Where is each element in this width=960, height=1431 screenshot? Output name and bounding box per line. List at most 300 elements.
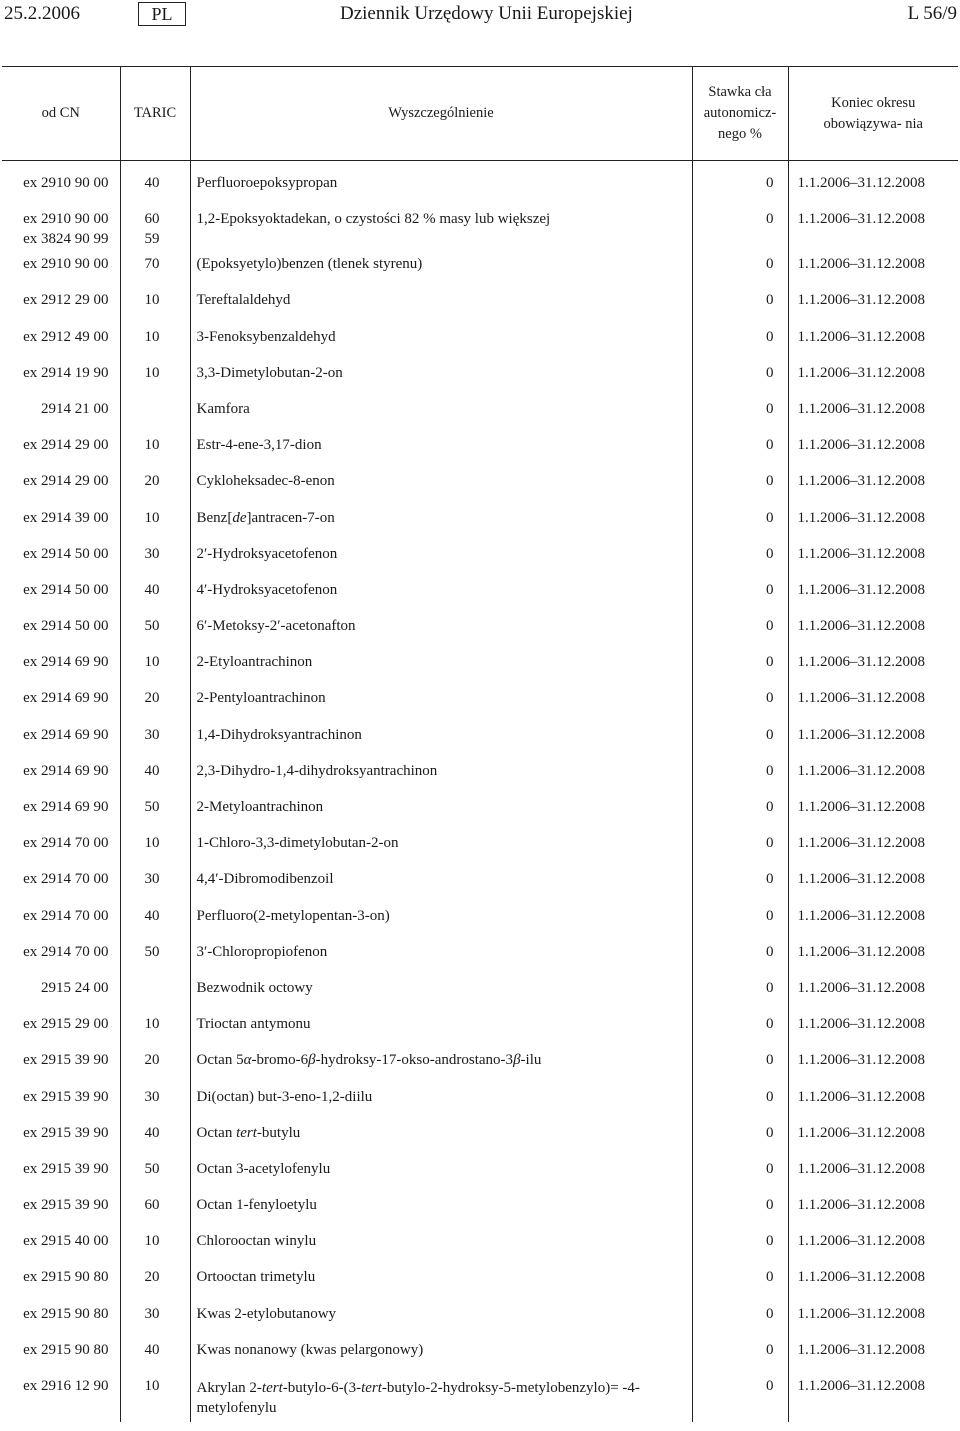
taric-code: 20: [144, 1269, 160, 1286]
description-text: 2,3-Dihydro-1,4-dihydroksyantrachinon: [196, 762, 438, 779]
duty-rate: 0: [766, 979, 774, 996]
taric-cell: [120, 1050, 190, 1086]
description-text: 1-Chloro-3,3-dimetylobutan-2-on: [196, 835, 399, 852]
table-row: [2, 652, 958, 688]
description-cell: [190, 797, 692, 833]
cn-code-cell: [2, 580, 120, 616]
validity-period: 1.1.2006–31.12.2008: [797, 871, 925, 888]
description-text: Estr-4-ene-3,17-dion: [196, 437, 322, 454]
validity-period-cell: [788, 1340, 958, 1376]
duty-rate-cell: [692, 688, 788, 724]
cn-code: ex 2915 39 90: [23, 1052, 109, 1069]
description-cell: [190, 688, 692, 724]
duty-rate-cell: [692, 1267, 788, 1303]
duty-rate: 0: [766, 545, 774, 562]
taric-cell: [120, 399, 190, 435]
duty-rate: 0: [766, 762, 774, 779]
cn-code: ex 2914 50 00: [23, 545, 109, 562]
table-row: [2, 173, 958, 209]
taric-cell: [120, 580, 190, 616]
description-cell: [190, 906, 692, 942]
taric-cell: [120, 906, 190, 942]
cn-code: ex 2915 90 80: [23, 1269, 109, 1286]
description-text: Ortooctan trimetylu: [196, 1269, 316, 1286]
cn-code-cell: [2, 1376, 120, 1422]
description-cell: [190, 1159, 692, 1195]
table-row: [2, 978, 958, 1014]
table-row: [2, 435, 958, 471]
table-row: [2, 290, 958, 326]
taric-code: 40: [144, 907, 160, 924]
table-row: [2, 399, 958, 435]
duty-rate-cell: [692, 652, 788, 688]
duty-rate-cell: [692, 363, 788, 399]
duty-rate-cell: [692, 616, 788, 652]
description-text: Kwas 2-etylobutanowy: [196, 1305, 337, 1322]
validity-period-cell: [788, 869, 958, 905]
cn-code-cell: [2, 1087, 120, 1123]
description-cell: [190, 1050, 692, 1086]
cn-code: ex 2914 50 00: [23, 581, 109, 598]
description-text: Cykloheksadec-8-enon: [196, 473, 335, 490]
validity-period-cell: [788, 616, 958, 652]
validity-period-cell: [788, 1087, 958, 1123]
cn-code: ex 2915 90 80: [23, 1305, 109, 1322]
taric-cell: [120, 869, 190, 905]
validity-period-cell: [788, 508, 958, 544]
table-row: [2, 1376, 958, 1422]
duty-rate: 0: [766, 1305, 774, 1322]
table-row: [2, 1195, 958, 1231]
validity-period-cell: [788, 978, 958, 1014]
table-header-row: [2, 67, 958, 161]
cn-code-cell: [2, 1231, 120, 1267]
tariff-table: [2, 66, 958, 1422]
description-cell: [190, 1340, 692, 1376]
description-cell: [190, 254, 692, 290]
validity-period-cell: [788, 1123, 958, 1159]
cn-code-cell: [2, 508, 120, 544]
description-text: 4′-Hydroksyacetofenon: [196, 581, 338, 598]
cn-code: ex 2910 90 00: [23, 256, 109, 273]
validity-period: 1.1.2006–31.12.2008: [797, 328, 925, 345]
validity-period-cell: [788, 254, 958, 290]
description-text: Akrylan 2-tert-butylo-6-(3-tert-butylo-2-hydroksy-5-metylobenzylo)= -4-metylofenylu: [196, 1380, 640, 1416]
taric-cell: [120, 363, 190, 399]
spacer-cell: [2, 161, 120, 174]
cn-code-cell: [2, 254, 120, 290]
duty-rate: 0: [766, 175, 774, 191]
cn-code: ex 2915 39 90: [23, 1160, 109, 1177]
description-text: 2-Pentyloantrachinon: [196, 690, 326, 707]
cn-code: ex 2914 19 90: [23, 364, 109, 381]
cn-code-cell: [2, 1050, 120, 1086]
validity-period-cell: [788, 471, 958, 507]
taric-cell: [120, 508, 190, 544]
taric-cell: [120, 173, 190, 209]
duty-rate: 0: [766, 654, 774, 671]
description-cell: [190, 1087, 692, 1123]
validity-period-cell: [788, 1231, 958, 1267]
duty-rate-cell: [692, 1050, 788, 1086]
validity-period: 1.1.2006–31.12.2008: [797, 690, 925, 707]
duty-rate: 0: [766, 871, 774, 888]
description-cell: [190, 508, 692, 544]
description-text: Octan 1-fenyloetylu: [196, 1197, 317, 1214]
table-row: [2, 544, 958, 580]
cn-code: 2915 24 00: [41, 979, 109, 996]
cn-code: ex 2914 29 00: [23, 473, 109, 490]
description-cell: [190, 544, 692, 580]
cn-code: ex 2914 69 90: [23, 690, 109, 707]
description-text: Octan 3-acetylofenylu: [196, 1160, 331, 1177]
table-row: [2, 869, 958, 905]
taric-code: 50: [144, 1160, 160, 1177]
cn-code-cell: [2, 363, 120, 399]
taric-code: 30: [144, 1305, 160, 1322]
validity-period-cell: [788, 173, 958, 209]
cn-code: ex 2915 39 90: [23, 1197, 109, 1214]
duty-rate: 0: [766, 1197, 774, 1214]
table-row: [2, 327, 958, 363]
validity-period: 1.1.2006–31.12.2008: [797, 292, 925, 309]
cn-code-cell: [2, 833, 120, 869]
cn-code-cell: [2, 725, 120, 761]
validity-period-cell: [788, 797, 958, 833]
table-row: [2, 508, 958, 544]
cn-code: ex 2915 39 90: [23, 1124, 109, 1141]
description-text: (Epoksyetylo)benzen (tlenek styrenu): [196, 256, 423, 273]
table-row: [2, 471, 958, 507]
taric-code: 60: [144, 211, 160, 228]
duty-rate: 0: [766, 400, 774, 417]
validity-period-cell: [788, 209, 958, 254]
description-text: 6′-Metoksy-2′-acetonafton: [196, 618, 356, 635]
validity-period: 1.1.2006–31.12.2008: [797, 175, 925, 191]
description-text: 1,2-Epoksyoktadekan, o czystości 82 % masy lub większej: [196, 211, 551, 228]
taric-code: 10: [144, 1016, 160, 1033]
table-row: [2, 1304, 958, 1340]
description-text: 3,3-Dimetylobutan-2-on: [196, 364, 343, 381]
validity-period-cell: [788, 544, 958, 580]
cn-code-cell: [2, 435, 120, 471]
col-header-cn: od CN: [2, 67, 120, 161]
validity-period: 1.1.2006–31.12.2008: [797, 907, 925, 924]
taric-cell: [120, 435, 190, 471]
duty-rate-cell: [692, 833, 788, 869]
duty-rate: 0: [766, 1160, 774, 1177]
table-spacer-row: [2, 161, 958, 174]
cn-code: ex 2914 39 00: [23, 509, 109, 526]
description-cell: [190, 471, 692, 507]
table-body: [2, 161, 958, 1423]
cn-code-cell: [2, 399, 120, 435]
duty-rate-cell: [692, 761, 788, 797]
duty-rate-cell: [692, 254, 788, 290]
cn-code: ex 2914 69 90: [23, 654, 109, 671]
cn-code-cell: [2, 942, 120, 978]
taric-code: 40: [144, 581, 160, 598]
taric-code: 30: [144, 726, 160, 743]
cn-code: ex 2914 69 90: [23, 799, 109, 815]
description-cell: [190, 978, 692, 1014]
description-text: Trioctan antymonu: [196, 1016, 311, 1033]
validity-period: 1.1.2006–31.12.2008: [797, 618, 925, 635]
taric-cell: [120, 1340, 190, 1376]
duty-rate: 0: [766, 364, 774, 381]
taric-cell: [120, 1267, 190, 1303]
taric-code: 10: [144, 364, 160, 381]
description-text: Perfluoroepoksypropan: [196, 175, 338, 191]
description-cell: [190, 399, 692, 435]
duty-rate-cell: [692, 471, 788, 507]
validity-period: 1.1.2006–31.12.2008: [797, 437, 925, 454]
taric-cell: [120, 1159, 190, 1195]
cn-code-cell: [2, 327, 120, 363]
cn-code: ex 2915 90 80: [23, 1341, 109, 1358]
table-row: [2, 363, 958, 399]
cn-code: 2914 21 00: [41, 400, 109, 417]
taric-code: 10: [144, 654, 160, 671]
cn-code-cell: [2, 906, 120, 942]
taric-code: 20: [144, 1052, 160, 1069]
table-row: [2, 1159, 958, 1195]
description-cell: [190, 580, 692, 616]
table-row: [2, 209, 958, 254]
description-cell: [190, 1195, 692, 1231]
cn-code: ex 2912 49 00: [23, 328, 109, 345]
spacer-cell: [788, 161, 958, 174]
cn-code-cell: [2, 978, 120, 1014]
validity-period-cell: [788, 399, 958, 435]
duty-rate: 0: [766, 1052, 774, 1069]
cn-code: ex 2912 29 00: [23, 292, 109, 309]
description-cell: [190, 725, 692, 761]
duty-rate-cell: [692, 1014, 788, 1050]
description-text: 4,4′-Dibromodibenzoil: [196, 871, 334, 888]
taric-cell: [120, 1195, 190, 1231]
col-header-description: Wyszczególnienie: [190, 67, 692, 161]
table-row: [2, 1267, 958, 1303]
description-text: Benz[de]antracen-7-on: [196, 509, 335, 526]
validity-period: 1.1.2006–31.12.2008: [797, 473, 925, 490]
duty-rate-cell: [692, 1231, 788, 1267]
duty-rate: 0: [766, 618, 774, 635]
cn-code-cell: [2, 616, 120, 652]
table-row: [2, 1014, 958, 1050]
duty-rate: 0: [766, 835, 774, 852]
validity-period-cell: [788, 761, 958, 797]
taric-code: 40: [144, 1124, 160, 1141]
duty-rate: 0: [766, 437, 774, 454]
description-cell: [190, 1376, 692, 1422]
cn-code: ex 2915 40 00: [23, 1233, 109, 1250]
description-text: Kamfora: [196, 400, 250, 417]
validity-period-cell: [788, 1195, 958, 1231]
validity-period: 1.1.2006–31.12.2008: [797, 1341, 925, 1358]
description-cell: [190, 652, 692, 688]
cn-code-cell: [2, 869, 120, 905]
validity-period: 1.1.2006–31.12.2008: [797, 581, 925, 598]
cn-code-cell: [2, 290, 120, 326]
validity-period: 1.1.2006–31.12.2008: [797, 762, 925, 779]
taric-cell: [120, 209, 190, 254]
cn-code: ex 2914 69 90: [23, 762, 109, 779]
validity-period: 1.1.2006–31.12.2008: [797, 1052, 925, 1069]
description-text: Chlorooctan winylu: [196, 1233, 317, 1250]
duty-rate-cell: [692, 399, 788, 435]
validity-period: 1.1.2006–31.12.2008: [797, 256, 925, 273]
validity-period: 1.1.2006–31.12.2008: [797, 400, 925, 417]
duty-rate-cell: [692, 1123, 788, 1159]
validity-period: 1.1.2006–31.12.2008: [797, 545, 925, 562]
duty-rate: 0: [766, 1124, 774, 1141]
description-cell: [190, 1014, 692, 1050]
duty-rate-cell: [692, 725, 788, 761]
description-text: Kwas nonanowy (kwas pelargonowy): [196, 1341, 424, 1358]
validity-period: 1.1.2006–31.12.2008: [797, 364, 925, 381]
duty-rate: 0: [766, 690, 774, 707]
taric-code: 20: [144, 690, 160, 707]
taric-cell: [120, 978, 190, 1014]
table-row: [2, 942, 958, 978]
duty-rate-cell: [692, 544, 788, 580]
validity-period-cell: [788, 906, 958, 942]
taric-code: 10: [144, 1233, 160, 1250]
taric-code: 30: [144, 871, 160, 888]
table-row: [2, 1087, 958, 1123]
table-row: [2, 616, 958, 652]
validity-period: 1.1.2006–31.12.2008: [797, 1305, 925, 1322]
table-row: [2, 725, 958, 761]
validity-period-cell: [788, 363, 958, 399]
col-header-validity-end: Koniec okresu obowiązywa- nia: [788, 67, 958, 161]
description-text: Tereftalaldehyd: [196, 292, 291, 309]
duty-rate-cell: [692, 1376, 788, 1422]
description-text: Octan tert-butylu: [196, 1124, 301, 1141]
validity-period-cell: [788, 688, 958, 724]
description-text: 2-Metyloantrachinon: [196, 799, 324, 815]
cn-code-cell: [2, 544, 120, 580]
duty-rate: 0: [766, 256, 774, 273]
validity-period-cell: [788, 1159, 958, 1195]
duty-rate: 0: [766, 292, 774, 309]
duty-rate-cell: [692, 1304, 788, 1340]
description-cell: [190, 173, 692, 209]
taric-code: 10: [144, 509, 160, 526]
description-text: 2-Etyloantrachinon: [196, 654, 313, 671]
validity-period-cell: [788, 942, 958, 978]
validity-period: 1.1.2006–31.12.2008: [797, 211, 925, 228]
cn-code-cell: [2, 1195, 120, 1231]
description-text: Di(octan) but-3-eno-1,2-diilu: [196, 1088, 373, 1105]
cn-code-cell: [2, 1123, 120, 1159]
cn-code-cell: [2, 1304, 120, 1340]
validity-period-cell: [788, 327, 958, 363]
spacer-cell: [190, 161, 692, 174]
duty-rate: 0: [766, 1088, 774, 1105]
journal-title: Dziennik Urzędowy Unii Europejskiej: [340, 3, 633, 24]
duty-rate: 0: [766, 581, 774, 598]
validity-period: 1.1.2006–31.12.2008: [797, 1016, 925, 1033]
cn-code: ex 2910 90 00: [23, 211, 109, 228]
table-row: [2, 797, 958, 833]
cn-code: ex 2914 69 90: [23, 726, 109, 743]
taric-code: 40: [144, 175, 160, 191]
description-cell: [190, 327, 692, 363]
taric-cell: [120, 1231, 190, 1267]
taric-cell: [120, 725, 190, 761]
validity-period: 1.1.2006–31.12.2008: [797, 943, 925, 960]
cn-code: ex 2914 70 00: [23, 907, 109, 924]
cn-code: ex 3824 90 99: [23, 231, 109, 248]
validity-period-cell: [788, 1050, 958, 1086]
table-row: [2, 1050, 958, 1086]
cn-code-cell: [2, 173, 120, 209]
duty-rate-cell: [692, 869, 788, 905]
taric-code: 10: [144, 1378, 160, 1394]
duty-rate: 0: [766, 473, 774, 490]
taric-cell: [120, 1014, 190, 1050]
table-row: [2, 906, 958, 942]
cn-code-cell: [2, 1159, 120, 1195]
cn-code-cell: [2, 797, 120, 833]
description-cell: [190, 1123, 692, 1159]
spacer-cell: [692, 161, 788, 174]
language-code-box: PL: [138, 2, 186, 26]
taric-cell: [120, 327, 190, 363]
cn-code-cell: [2, 1267, 120, 1303]
table-row: [2, 254, 958, 290]
description-cell: [190, 869, 692, 905]
taric-code: 30: [144, 545, 160, 562]
taric-code: 50: [144, 799, 160, 815]
cn-code: ex 2914 70 00: [23, 835, 109, 852]
duty-rate-cell: [692, 978, 788, 1014]
taric-cell: [120, 254, 190, 290]
validity-period: 1.1.2006–31.12.2008: [797, 1378, 925, 1394]
validity-period: 1.1.2006–31.12.2008: [797, 509, 925, 526]
duty-rate: 0: [766, 1233, 774, 1250]
duty-rate: 0: [766, 943, 774, 960]
taric-cell: [120, 761, 190, 797]
taric-code: 70: [144, 256, 160, 273]
description-cell: [190, 1304, 692, 1340]
cn-code: ex 2915 39 90: [23, 1088, 109, 1105]
duty-rate-cell: [692, 435, 788, 471]
duty-rate: 0: [766, 509, 774, 526]
validity-period-cell: [788, 725, 958, 761]
taric-cell: [120, 652, 190, 688]
col-header-taric: TARIC: [120, 67, 190, 161]
validity-period-cell: [788, 833, 958, 869]
description-text: Bezwodnik octowy: [196, 979, 313, 996]
description-cell: [190, 1231, 692, 1267]
cn-code: ex 2914 29 00: [23, 437, 109, 454]
description-cell: [190, 363, 692, 399]
cn-code: ex 2914 50 00: [23, 618, 109, 635]
description-text: 3′-Chloropropiofenon: [196, 943, 328, 960]
description-text: Perfluoro(2-metylopentan-3-on): [196, 907, 390, 924]
validity-period: 1.1.2006–31.12.2008: [797, 799, 925, 815]
spacer-cell: [120, 161, 190, 174]
duty-rate: 0: [766, 1378, 774, 1394]
description-text: 3-Fenoksybenzaldehyd: [196, 328, 336, 345]
taric-code: 50: [144, 618, 160, 635]
description-cell: [190, 833, 692, 869]
duty-rate: 0: [766, 1016, 774, 1033]
cn-code: ex 2915 29 00: [23, 1016, 109, 1033]
